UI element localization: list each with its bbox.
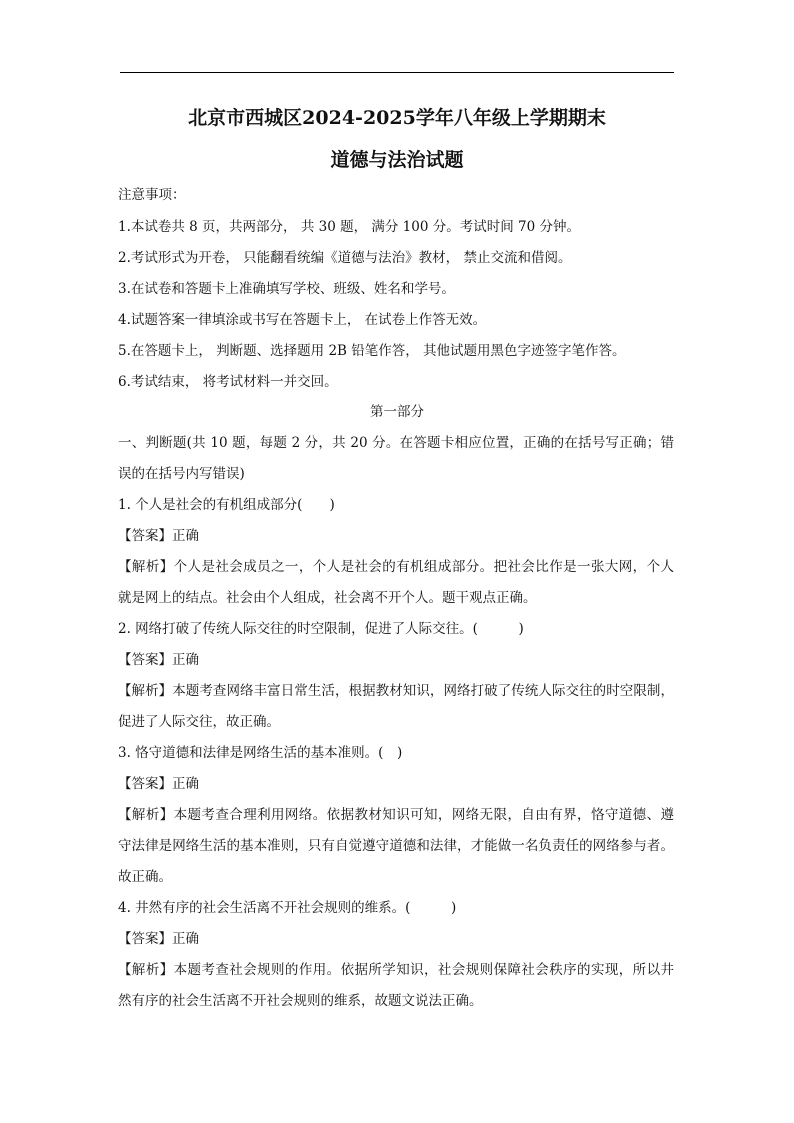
question-2-analysis-line1: 【解析】本题考查网络丰富日常生活，根据教材知识，网络打破了传统人际交往的时空限制， bbox=[118, 683, 674, 699]
question-1-analysis-line2: 就是网上的结点。社会由个人组成，社会离不开个人。题干观点正确。 bbox=[118, 590, 537, 606]
question-3-stem: 3. 恪守道德和法律是网络生活的基本准则。( ) bbox=[118, 745, 403, 761]
question-1-analysis-line1: 【解析】个人是社会成员之一，个人是社会的有机组成部分。把社会比作是一张大网，个人 bbox=[118, 559, 674, 575]
question-2-analysis-line2: 促进了人际交往，故正确。 bbox=[118, 714, 280, 730]
question-2-stem: 2. 网络打破了传统人际交往的时空限制，促进了人际交往。( ) bbox=[118, 621, 524, 637]
part-heading: 第一部分 bbox=[370, 404, 424, 420]
question-4-analysis-line2: 然有序的社会生活离不开社会规则的维系，故题文说法正确。 bbox=[118, 993, 483, 1009]
question-2-answer: 【答案】正确 bbox=[118, 652, 199, 668]
question-3-answer: 【答案】正确 bbox=[118, 776, 199, 792]
doc-title-line2: 道德与法治试题 bbox=[330, 149, 464, 171]
section-heading-line1: 一、判断题(共 10 题，每题 2 分，共 20 分。在答题卡相应位置，正确的在括号写正确；错 bbox=[118, 435, 674, 451]
notice-item-1: 1.本试卷共 8 页，共两部分， 共 30 题， 满分 100 分。考试时间 70 分钟。 bbox=[118, 219, 581, 235]
doc-title-line1: 北京市西城区2024-2025学年八年级上学期期末 bbox=[188, 107, 606, 129]
question-3-analysis-line1: 【解析】本题考查合理利用网络。依据教材知识可知，网络无限，自由有界，恪守道德、遵 bbox=[118, 807, 674, 823]
question-1-stem: 1. 个人是社会的有机组成部分( ) bbox=[118, 497, 335, 513]
header-rule bbox=[120, 72, 674, 73]
section-heading-line2: 误的在括号内写错误) bbox=[118, 466, 245, 482]
notice-item-3: 3.在试卷和答题卡上准确填写学校、班级、姓名和学号。 bbox=[118, 281, 455, 297]
question-4-answer: 【答案】正确 bbox=[118, 931, 199, 947]
notice-item-5: 5.在答题卡上， 判断题、选择题用 2B 铅笔作答， 其他试题用黑色字迹签字笔作答。 bbox=[118, 343, 626, 359]
notice-heading: 注意事项： bbox=[118, 187, 186, 203]
question-4-analysis-line1: 【解析】本题考查社会规则的作用。依据所学知识，社会规则保障社会秩序的实现，所以井 bbox=[118, 962, 674, 978]
question-3-analysis-line2: 守法律是网络生活的基本准则，只有自觉遵守道德和法律，才能做一名负责任的网络参与者。 bbox=[118, 838, 674, 854]
question-3-analysis-line3: 故正确。 bbox=[118, 869, 172, 885]
notice-item-2: 2.考试形式为开卷， 只能翻看统编《道德与法治》教材， 禁止交流和借阅。 bbox=[118, 250, 572, 266]
question-1-answer: 【答案】正确 bbox=[118, 528, 199, 544]
notice-item-6: 6.考试结束， 将考试材料一并交回。 bbox=[118, 374, 338, 390]
question-4-stem: 4. 井然有序的社会生活离不开社会规则的维系。( ) bbox=[118, 900, 457, 916]
notice-item-4: 4.试题答案一律填涂或书写在答题卡上， 在试卷上作答无效。 bbox=[118, 312, 487, 328]
